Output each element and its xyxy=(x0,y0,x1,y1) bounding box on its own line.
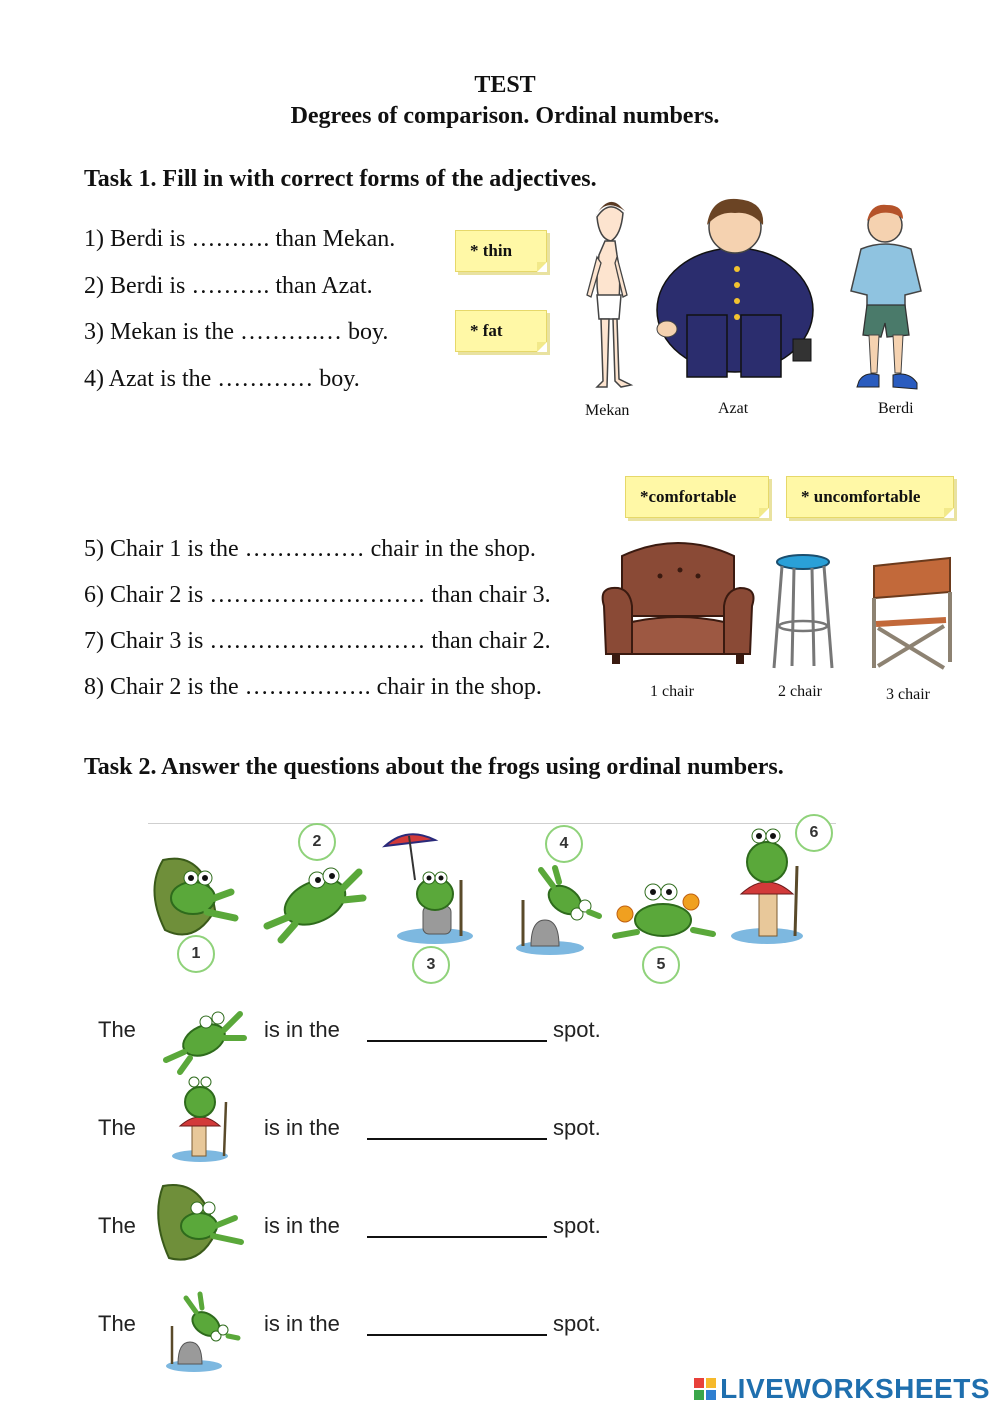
frog-number-3: 3 xyxy=(412,946,450,984)
frog-number-2: 2 xyxy=(298,823,336,861)
note-fat: * fat xyxy=(455,310,547,352)
sentence-1: 1) Berdi is ………. than Mekan. xyxy=(84,226,396,252)
berdi-figure xyxy=(851,205,921,389)
label-chair-1: 1 chair xyxy=(650,683,694,700)
note-comfortable: *comfortable xyxy=(625,476,769,518)
sentence-3: 3) Mekan is the ……….… boy. xyxy=(84,319,389,345)
stool xyxy=(774,555,832,668)
task1-heading: Task 1. Fill in with correct forms of the adjectives. xyxy=(84,166,597,192)
q2-the: The xyxy=(98,1115,136,1140)
note-uncomfortable: * uncomfortable xyxy=(786,476,954,518)
liveworksheets-logo[interactable] xyxy=(694,1373,990,1405)
logo-text: LIVEWORKSHEETS xyxy=(720,1373,990,1404)
q4-answer-blank[interactable] xyxy=(367,1334,547,1336)
q3-the: The xyxy=(98,1213,136,1238)
q2-middle: is in the xyxy=(264,1115,340,1140)
mekan-figure xyxy=(587,202,631,387)
page-title: TEST xyxy=(474,72,536,98)
frog-number-4: 4 xyxy=(545,825,583,863)
label-chair-2: 2 chair xyxy=(778,683,822,700)
note-thin: * thin xyxy=(455,230,547,272)
q2-frog-image xyxy=(168,1072,238,1164)
q4-frog-image xyxy=(160,1290,245,1374)
frog-number-5: 5 xyxy=(642,946,680,984)
frog-5-image xyxy=(615,884,713,936)
task2-heading: Task 2. Answer the questions about the frogs using ordinal numbers. xyxy=(84,754,784,780)
sentence-5: 5) Chair 1 is the …………… chair in the shop. xyxy=(84,536,536,562)
frog-2-image xyxy=(267,868,363,940)
q3-frog-image xyxy=(155,1178,250,1268)
sentence-7: 7) Chair 3 is ……………………… than chair 2. xyxy=(84,628,551,654)
chairs-illustration xyxy=(598,536,958,686)
sentence-2: 2) Berdi is ………. than Azat. xyxy=(84,273,373,299)
q4-middle: is in the xyxy=(264,1311,340,1336)
frog-1-image xyxy=(154,859,235,935)
frog-3-image xyxy=(385,834,473,944)
frogs-row xyxy=(145,820,845,970)
q1-middle: is in the xyxy=(264,1017,340,1042)
sentence-8: 8) Chair 2 is the ……………. chair in the shop. xyxy=(84,674,542,700)
frog-number-1: 1 xyxy=(177,935,215,973)
frog-number-6: 6 xyxy=(795,814,833,852)
q4-the: The xyxy=(98,1311,136,1336)
q3-middle: is in the xyxy=(264,1213,340,1238)
director-chair xyxy=(874,558,950,668)
label-chair-3: 3 chair xyxy=(886,686,930,703)
q4-end: spot. xyxy=(553,1311,601,1336)
label-azat: Azat xyxy=(718,400,749,417)
label-berdi: Berdi xyxy=(878,400,914,417)
q1-frog-image xyxy=(160,1000,250,1078)
q2-end: spot. xyxy=(553,1115,601,1140)
frog-4-image xyxy=(516,868,599,955)
sentence-6: 6) Chair 2 is ……………………… than chair 3. xyxy=(84,582,551,608)
boys-illustration xyxy=(575,195,955,405)
armchair xyxy=(603,543,754,664)
q1-end: spot. xyxy=(553,1017,601,1042)
frog-6-image xyxy=(731,829,803,944)
q1-the: The xyxy=(98,1017,136,1042)
q1-answer-blank[interactable] xyxy=(367,1040,547,1042)
q2-answer-blank[interactable] xyxy=(367,1138,547,1140)
label-mekan: Mekan xyxy=(585,402,630,419)
sentence-4: 4) Azat is the ………… boy. xyxy=(84,366,360,392)
logo-icon xyxy=(694,1378,716,1400)
azat-figure xyxy=(657,199,813,377)
q3-answer-blank[interactable] xyxy=(367,1236,547,1238)
q3-end: spot. xyxy=(553,1213,601,1238)
page-subtitle: Degrees of comparison. Ordinal numbers. xyxy=(290,103,720,129)
